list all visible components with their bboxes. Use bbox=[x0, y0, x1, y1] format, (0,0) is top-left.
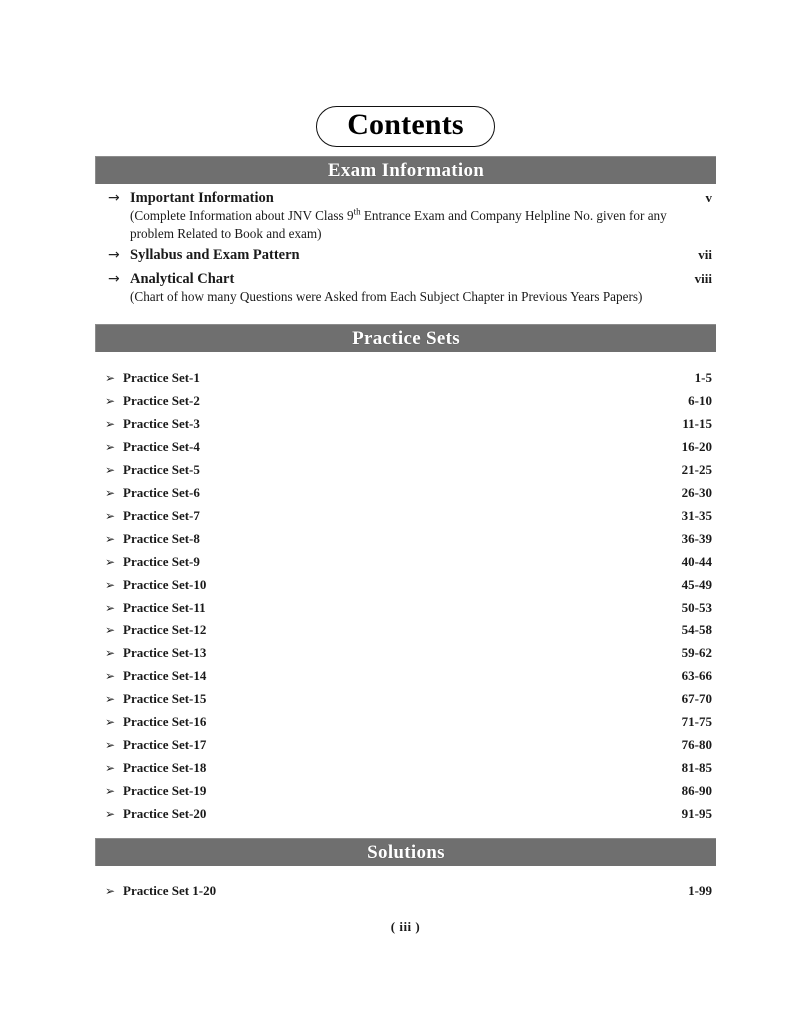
toc-entry-label: Practice Set 1-20 bbox=[123, 883, 217, 898]
toc-entry-label: Practice Set-13 bbox=[123, 645, 207, 661]
toc-entry-syllabus-and-exam-pattern[interactable] bbox=[108, 247, 712, 264]
toc-entry-label: Practice Set-12 bbox=[123, 622, 207, 638]
triangle-right-icon: ➢ bbox=[105, 715, 116, 730]
section-header-solutions bbox=[95, 838, 716, 866]
toc-entry-label: Practice Set-1 bbox=[123, 370, 200, 385]
toc-entry-label: Practice Set-17 bbox=[123, 737, 207, 753]
triangle-right-icon: ➢ bbox=[105, 485, 116, 500]
triangle-right-icon: ➢ bbox=[105, 646, 116, 661]
right-arrow-icon: → bbox=[108, 190, 120, 206]
toc-entry-row[interactable] bbox=[105, 554, 712, 570]
toc-entry-page: viii bbox=[694, 271, 712, 286]
toc-entry-label: Practice Set-19 bbox=[123, 783, 207, 799]
right-arrow-icon: → bbox=[108, 271, 120, 287]
toc-entry-label: Practice Set-4 bbox=[123, 438, 200, 454]
toc-entry-label: Practice Set-20 bbox=[123, 806, 207, 822]
toc-entry-page: 71-75 bbox=[681, 714, 712, 730]
toc-entry-label: Practice Set-7 bbox=[123, 507, 200, 523]
toc-entry-row[interactable] bbox=[105, 783, 712, 799]
toc-entry-row[interactable] bbox=[105, 714, 712, 730]
toc-entry-page: 36-39 bbox=[681, 530, 712, 546]
triangle-right-icon: ➢ bbox=[105, 692, 116, 707]
toc-entry-label: Practice Set-16 bbox=[123, 714, 207, 730]
toc-entry-page: 91-95 bbox=[681, 806, 712, 822]
toc-entry-label: Practice Set-15 bbox=[123, 691, 207, 707]
triangle-right-icon: ➢ bbox=[105, 807, 116, 822]
triangle-right-icon: ➢ bbox=[105, 371, 116, 385]
toc-entry-label: Practice Set-6 bbox=[123, 484, 200, 500]
triangle-right-icon: ➢ bbox=[105, 416, 116, 431]
toc-entry-row[interactable] bbox=[105, 622, 712, 638]
title-pill-border bbox=[316, 106, 495, 147]
toc-entry-page: 45-49 bbox=[681, 576, 712, 592]
toc-entry-page: 59-62 bbox=[681, 645, 712, 661]
triangle-right-icon: ➢ bbox=[105, 884, 116, 898]
triangle-right-icon: ➢ bbox=[105, 554, 116, 569]
toc-entry-important-information[interactable] bbox=[108, 190, 712, 242]
toc-entry-page: vii bbox=[698, 247, 712, 262]
toc-entry-row[interactable] bbox=[105, 645, 712, 661]
toc-entry-row[interactable] bbox=[105, 531, 712, 547]
toc-entry-row[interactable] bbox=[105, 439, 712, 455]
toc-entry-label: Practice Set-9 bbox=[123, 553, 200, 569]
toc-entry-label: Practice Set-3 bbox=[123, 415, 200, 431]
toc-entry-row[interactable] bbox=[105, 370, 712, 386]
triangle-right-icon: ➢ bbox=[105, 669, 116, 684]
toc-entry-page: 6-10 bbox=[688, 392, 712, 408]
toc-entry-row[interactable] bbox=[105, 668, 712, 684]
toc-entry-row[interactable] bbox=[105, 416, 712, 432]
toc-entry-row[interactable] bbox=[105, 883, 712, 899]
triangle-right-icon: ➢ bbox=[105, 531, 116, 546]
triangle-right-icon: ➢ bbox=[105, 439, 116, 454]
page-title-label: Contents bbox=[347, 108, 464, 141]
toc-entry-label: Practice Set-5 bbox=[123, 461, 200, 477]
toc-entry-label: Practice Set-10 bbox=[123, 576, 207, 592]
toc-entry-row[interactable] bbox=[105, 508, 712, 524]
toc-entry-row[interactable] bbox=[105, 485, 712, 501]
toc-entry-page: 50-53 bbox=[681, 599, 712, 615]
toc-entry-label: Important Information bbox=[130, 190, 274, 206]
toc-entry-page: 16-20 bbox=[681, 438, 712, 454]
toc-entry-label: Practice Set-18 bbox=[123, 760, 207, 776]
toc-entry-description: (Chart of how many Questions were Asked from Each Subject Chapter in Previous Years Papers) bbox=[130, 289, 643, 304]
toc-entry-page: 1-99 bbox=[688, 883, 712, 898]
toc-entry-description bbox=[130, 207, 712, 242]
toc-entry-row[interactable] bbox=[105, 760, 712, 776]
toc-entry-page: v bbox=[705, 190, 712, 205]
section-header-exam-information bbox=[95, 156, 716, 184]
toc-entry-row[interactable] bbox=[105, 737, 712, 753]
triangle-right-icon: ➢ bbox=[105, 761, 116, 776]
toc-entry-page: 54-58 bbox=[681, 622, 712, 638]
toc-entry-head bbox=[108, 271, 712, 288]
toc-entry-label: Practice Set-8 bbox=[123, 530, 200, 546]
toc-entry-page: 86-90 bbox=[681, 783, 712, 799]
triangle-right-icon: ➢ bbox=[105, 462, 116, 477]
toc-entry-row[interactable] bbox=[105, 691, 712, 707]
section-header-label: Exam Information bbox=[327, 159, 485, 181]
triangle-right-icon: ➢ bbox=[105, 600, 116, 615]
toc-entry-page: 40-44 bbox=[681, 553, 712, 569]
triangle-right-icon: ➢ bbox=[105, 623, 116, 638]
section-header-label: Solutions bbox=[367, 841, 445, 863]
toc-entry-row[interactable] bbox=[105, 600, 712, 616]
page-title bbox=[0, 106, 811, 147]
toc-entry-page: 26-30 bbox=[681, 484, 712, 500]
toc-entry-label: Practice Set-11 bbox=[123, 599, 206, 615]
toc-entry-head bbox=[108, 190, 712, 207]
section-header-label: Practice Sets bbox=[352, 327, 460, 349]
toc-entry-label: Practice Set-14 bbox=[123, 668, 207, 684]
toc-entry-page: 76-80 bbox=[681, 737, 712, 753]
description-post: Entrance Exam and Company Helpline No. given for any problem Related to Book and exam) bbox=[130, 208, 667, 241]
triangle-right-icon: ➢ bbox=[105, 393, 116, 408]
description-pre: (Complete Information about JNV Class 9 bbox=[130, 208, 354, 223]
toc-entry-label: Analytical Chart bbox=[130, 271, 235, 287]
toc-entry-row[interactable] bbox=[105, 462, 712, 478]
toc-entry-page: 11-15 bbox=[682, 415, 712, 431]
triangle-right-icon: ➢ bbox=[105, 738, 116, 753]
toc-entry-row[interactable] bbox=[105, 806, 712, 822]
triangle-right-icon: ➢ bbox=[105, 577, 116, 592]
section-header-practice-sets bbox=[95, 324, 716, 352]
right-arrow-icon: → bbox=[108, 247, 120, 263]
toc-entry-page: 1-5 bbox=[694, 370, 712, 385]
triangle-right-icon: ➢ bbox=[105, 784, 116, 799]
toc-entry-page: 63-66 bbox=[681, 668, 712, 684]
toc-entry-page: 31-35 bbox=[681, 507, 712, 523]
page-footer: ( iii ) bbox=[390, 919, 421, 934]
toc-entry-label: Practice Set-2 bbox=[123, 392, 200, 408]
toc-entry-page: 21-25 bbox=[681, 461, 712, 477]
description-superscript: th bbox=[353, 206, 361, 217]
toc-entry-page: 81-85 bbox=[681, 760, 712, 776]
toc-entry-label: Syllabus and Exam Pattern bbox=[130, 247, 300, 263]
toc-entry-page: 67-70 bbox=[681, 691, 712, 707]
toc-entry-analytical-chart[interactable] bbox=[108, 271, 712, 306]
toc-entry-row[interactable] bbox=[105, 577, 712, 593]
triangle-right-icon: ➢ bbox=[105, 508, 116, 523]
toc-entry-row[interactable] bbox=[105, 393, 712, 409]
toc-entry-head bbox=[108, 247, 712, 264]
